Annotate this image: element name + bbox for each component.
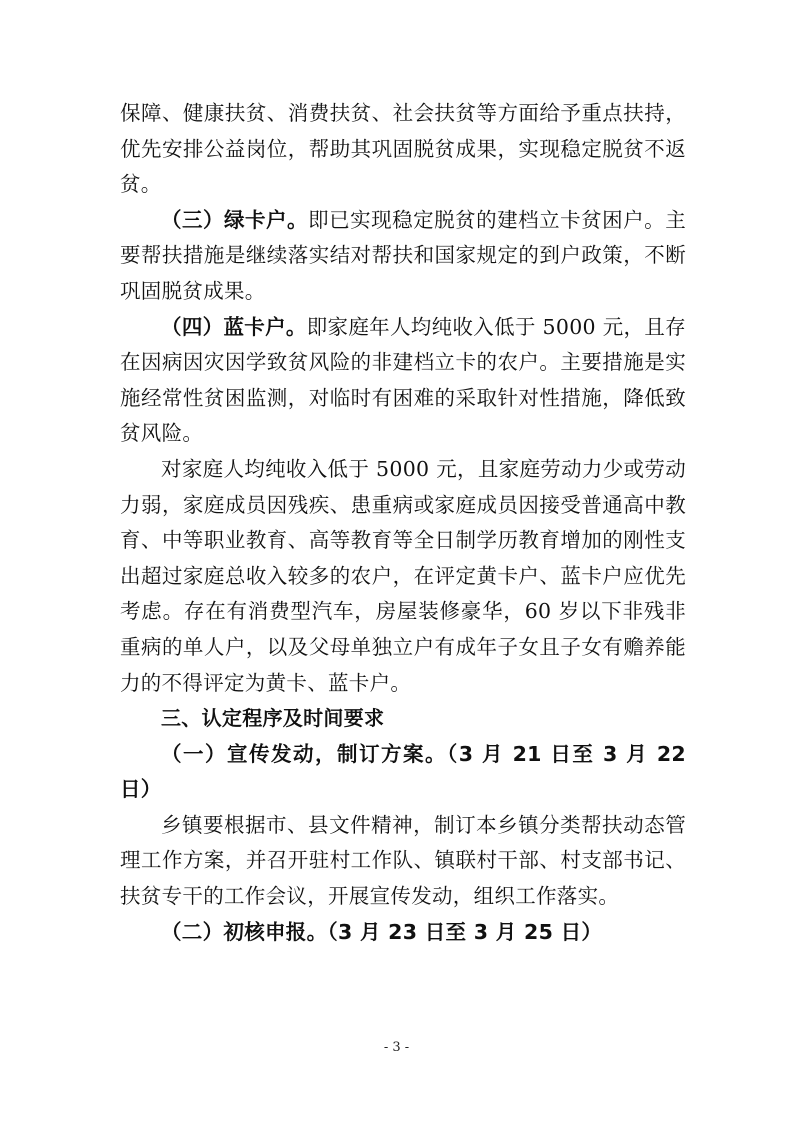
blue-card-text: 即家庭年人均纯收入低于 5000 元，且存在因病因灾因学致贫风险的非建档立卡的农户。主要措施是实施经常性贫困监测，对临时有困难的采取针对性措施，降低致贫风险。 bbox=[120, 314, 686, 446]
heading-green-card: （三）绿卡户。 bbox=[161, 207, 309, 232]
paragraph-green-card bbox=[120, 203, 686, 310]
green-card-text: 即已实现稳定脱贫的建档立卡贫困户。主要帮扶措施是继续落实结对帮扶和国家规定的到户政策，不断巩固脱贫成果。 bbox=[120, 207, 686, 303]
paragraph-priority-rules: 对家庭人均纯收入低于 5000 元，且家庭劳动力少或劳动力弱，家庭成员因残疾、患重病或家庭成员因接受普通高中教育、中等职业教育、高等教育等全日制学历教育增加的刚性支出超过家庭总收入较多的农户，在评定黄卡户、蓝卡户应优先考虑。存在有消费型汽车，房屋装修豪华，60 岁以下非残非重病的单人户，以及父母单独立户有成年子女且子女有赡养能力的不得评定为黄卡、蓝卡户。 bbox=[120, 456, 686, 695]
page-number: - 3 - bbox=[383, 1040, 410, 1055]
document-body bbox=[120, 96, 686, 950]
heading-blue-card: （四）蓝卡户。 bbox=[161, 314, 307, 339]
paragraph-support-measures: 保障、健康扶贫、消费扶贫、社会扶贫等方面给予重点扶持，优先安排公益岗位，帮助其巩固脱贫成果，实现稳定脱贫不返贫。 bbox=[120, 101, 686, 197]
subheading-initial-check: （二）初核申报。（3 月 23 日至 3 月 25 日） bbox=[161, 919, 603, 944]
section-heading-procedure: 三、认定程序及时间要求 bbox=[161, 706, 385, 731]
paragraph-publicity-body: 乡镇要根据市、县文件精神，制订本乡镇分类帮扶动态管理工作方案，并召开驻村工作队、镇联村干部、村支部书记、扶贫专干的工作会议，开展宣传发动，组织工作落实。 bbox=[120, 812, 686, 909]
subheading-publicity: （一）宣传发动，制订方案。（3 月 21 日至 3 月 22 日） bbox=[120, 741, 686, 802]
paragraph-blue-card bbox=[120, 310, 686, 452]
